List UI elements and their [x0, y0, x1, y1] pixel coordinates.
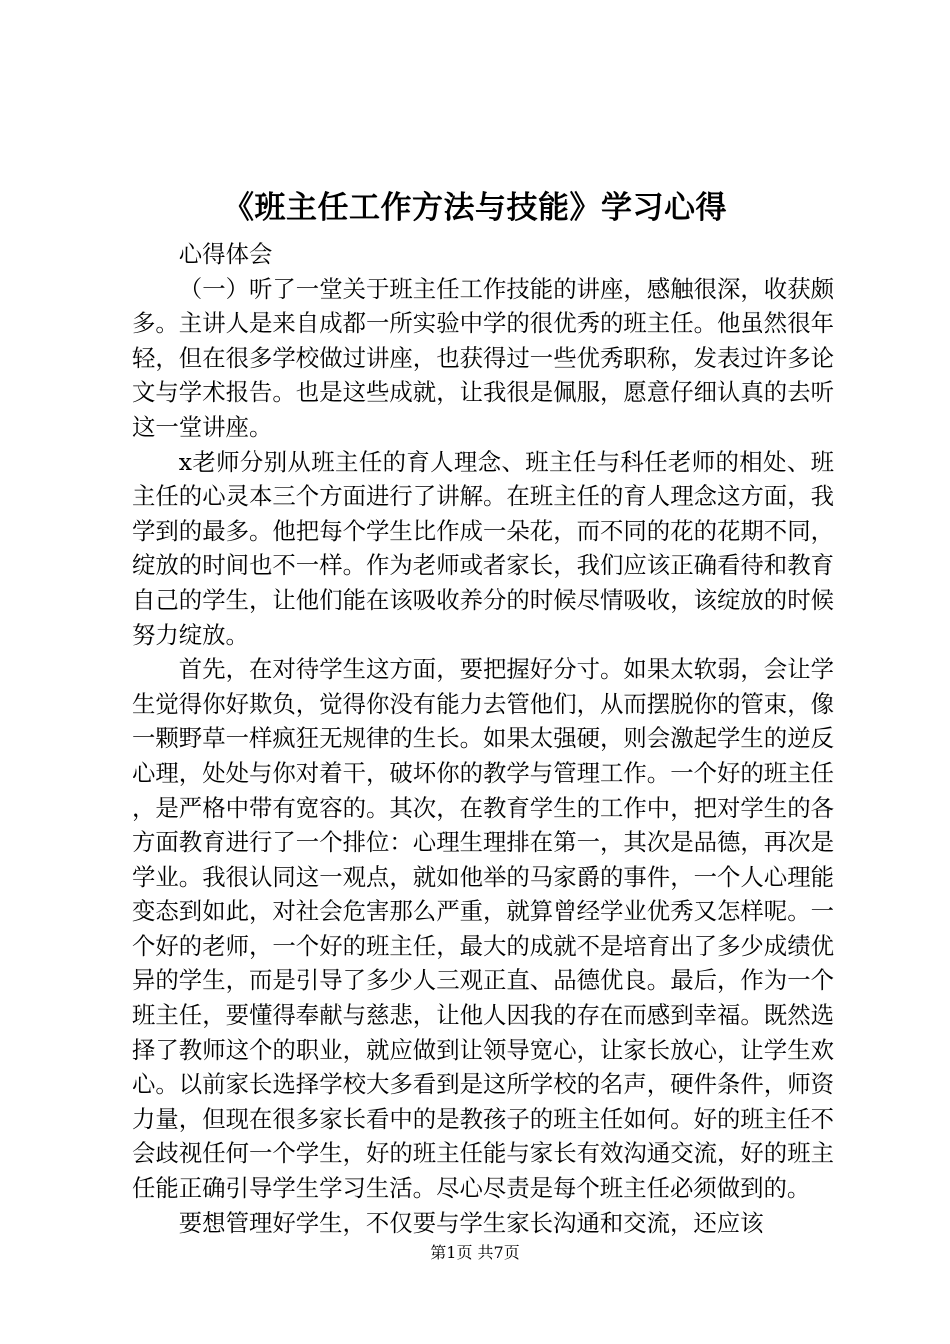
- paragraph: （一）听了一堂关于班主任工作技能的讲座，感触很深，收获颇多。主讲人是来自成都一所实验中学的很优秀的班主任。他虽然很年轻，但在很多学校做过讲座，也获得过一些优秀职称，发表过许多论文与学术报告。也是这些成就，让我很是佩服，愿意仔细认真的去听这一堂讲座。: [132, 274, 834, 441]
- paragraph: 首先，在对待学生这方面，要把握好分寸。如果太软弱，会让学生觉得你好欺负，觉得你没有能力去管他们，从而摆脱你的管束，像一颗野草一样疯狂无规律的生长。如果太强硬，则会激起学生的逆反心理，处处与你对着干，破坏你的教学与管理工作。一个好的班主任，是严格中带有宽容的。其次，在教育学生的工作中，把对学生的各方面教育进行了一个排位：心理生理排在第一，其次是品德，再次是学业。我很认同这一观点，就如他举的马家爵的事件，一个人心理能变态到如此，对社会危害那么严重，就算曾经学业优秀又怎样呢。一个好的老师，一个好的班主任，最大的成就不是培育出了多少成绩优异的学生，而是引导了多少人三观正直、品德优良。最后，作为一个班主任，要懂得奉献与慈悲，让他人因我的存在而感到幸福。既然选择了教师这个的职业，就应做到让领导宽心，让家长放心，让学生欢心。以前家长选择学校大多看到是这所学校的名声，硬件条件，师资力量，但现在很多家长看中的是教孩子的班主任如何。好的班主任不会歧视任何一个学生，好的班主任能与家长有效沟通交流，好的班主任能正确引导学生学习生活。尽心尽责是每个班主任必须做到的。: [132, 655, 834, 1203]
- page-number-footer: 第1页 共7页: [430, 1243, 520, 1262]
- document-title: 《班主任工作方法与技能》学习心得: [223, 190, 727, 226]
- document-body: [132, 237, 834, 1240]
- paragraph: x老师分别从班主任的育人理念、班主任与科任老师的相处、班主任的心灵本三个方面进行了讲解。在班主任的育人理念这方面，我学到的最多。他把每个学生比作成一朵花，而不同的花的花期不同，绽放的时间也不一样。作为老师或者家长，我们应该正确看待和教育自己的学生，让他们能在该吸收养分的时候尽情吸收，该绽放的时候努力绽放。: [132, 447, 834, 649]
- paragraph: 要想管理好学生，不仅要与学生家长沟通和交流，还应该: [178, 1208, 764, 1237]
- section-heading: 心得体会: [178, 240, 273, 268]
